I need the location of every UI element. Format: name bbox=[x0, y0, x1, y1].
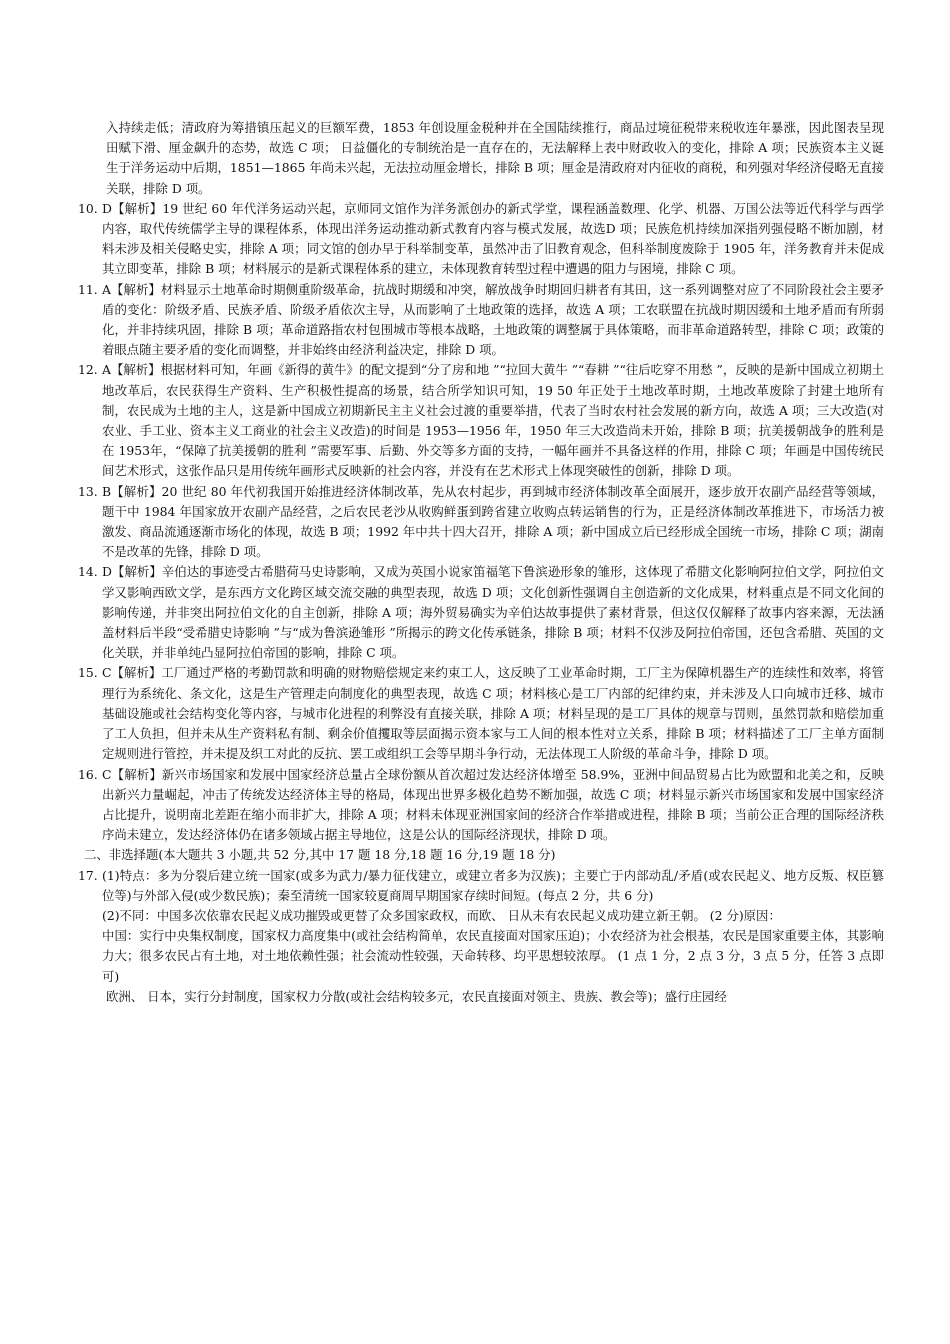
section-heading: 二、非选择题(本大题共 3 小题,共 52 分,其中 17 题 18 分,18 题 16 分,19 题 18 分) bbox=[84, 847, 556, 863]
item-number: 11. bbox=[78, 281, 98, 297]
answer-item-17-china: 中国：实行中央集权制度，国家权力高度集中(或社会结构简单，农民直接面对国家压迫)；小农经济为社会根基，农民是国家重要主体，其影响力大；很多农民占有土地，对土地依赖性强；社会流动性较强，天命转移、均平思想较浓厚。 (1 点 1 分，2 点 3 分，3 点 5 分，任答 3 点即可) bbox=[102, 928, 884, 984]
answer-text: A【解析】根据材料可知，年画《新得的黄牛》的配文提到“分了房和地 ”“拉回大黄牛 ”“春耕 ”“往后吃穿不用愁 ”，反映的是新中国成立初期土地改革后，农民获得生产资料、生产积极性提高的场景，结合所学知识可知，19 50 年正处于土地改革时期，土地改革废除了封建土地所有制，农民成为土地的主人，这是新中国成立初期新民主主义社会过渡的重要举措，代表了当时农村社会发展的新方向，故选 A 项；三大改造(对农业、手工业、资本主义工商业的社会主义改造)的时间是 1953—1956 年，1950 年三大改造尚未开始，排除 B 项；抗美援朝战争的胜利是在 1953年，“保障了抗美援朝的胜利 ”需要军事、后勤、外交等多方面的支持，一幅年画并不具备这样的作用，排除 C 项；年画是中国传统民间艺术形式，这张作品只是用传统年画形式反映新的社会内容，并没有在艺术形式上体现突破性的创新，排除 D 项。 bbox=[102, 362, 884, 479]
answer-item-16 bbox=[78, 765, 884, 846]
answer-item-14 bbox=[78, 562, 884, 663]
item-number: 10. bbox=[78, 200, 98, 216]
answer-text: B【解析】20 世纪 80 年代初我国开始推进经济体制改革，先从农村起步，再到城市经济体制改革全面展开，逐步放开农副产品经营等领域，题干中 1984 年国家放开农副产品经营，之后农民老沙从收购鲜蛋到跨省建立收购点转运销售的行为，正是经济体制改革推进下，市场活力被激发、商品流通逐渐市场化的体现，故选 B 项；1992 年中共十四大召开，排除 A 项；新中国成立后已经形成全国统一市场，排除 C 项；湖南不是改革的先锋，排除 D 项。 bbox=[102, 483, 884, 560]
answer-text: D【解析】19 世纪 60 年代洋务运动兴起，京师同文馆作为洋务派创办的新式学堂，课程涵盖数理、化学、机器、万国公法等近代科学与西学内容，取代传统儒学主导的课程体系，体现出洋务运动推动新式教育内容与模式发展，故选D 项；民族危机持续加深指列强侵略不断加剧，材料未涉及相关侵略史实，排除 A 项；同文馆的创办早于科举制变革，虽然冲击了旧教育观念，但科举制度废除于 1905 年，洋务教育并未促成其立即变革，排除 B 项；材料展示的是新式课程体系的建立，未体现教育转型过程中遭遇的阻力与困境，排除 C 项。 bbox=[102, 200, 884, 277]
answer-item-17-part2: (2)不同：中国多次依靠农民起义成功摧毁或更替了众多国家政权，而欧、 日从未有农民起义成功建立新王朝。 (2 分)原因： bbox=[102, 907, 781, 923]
answer-item-9-continued bbox=[84, 118, 884, 199]
answer-item-13 bbox=[78, 482, 884, 563]
item-number: 12. bbox=[78, 362, 98, 378]
answer-text: D【解析】辛伯达的事迹受古希腊荷马史诗影响，又成为英国小说家笛福笔下鲁滨逊形象的雏形，这体现了希腊文化影响阿拉伯文学，阿拉伯文学又影响西欧文学，是东西方文化跨区域交流交融的典型表现，故选 D 项；文化创新性强调自主创造新的文化成果，材料重点是不同文化间的影响传递，并非突出阿拉伯文化的自主创新，排除 A 项；海外贸易确实为辛伯达故事提供了素材背景，但这仅仅解释了故事内容来源，无法涵盖材料后半段“受希腊史诗影响 ”与“成为鲁滨逊雏形 ”所揭示的跨文化传承链条，排除 B 项；材料不仅涉及阿拉伯帝国，还包含希腊、英国的文化关联，并非单纯凸显阿拉伯帝国的影响，排除 C 项。 bbox=[102, 564, 884, 661]
answer-text: 入持续走低；清政府为筹措镇压起义的巨额军费，1853 年创设厘金税种并在全国陆续推行，商品过境征税带来税收连年暴涨，因此图表呈现田赋下滑、厘金飙升的态势，故选 C 项； 日益僵化的专制统治是一直存在的，无法解释上表中财政收入的变化，排除 A 项；民族资本主义诞生于洋务运动中后期，1851—1865 年尚未兴起，无法拉动厘金增长，排除 B 项；厘金是清政府对内征收的商税，和列强对华经济侵略无直接关联，排除 D 项。 bbox=[106, 120, 884, 196]
item-number: 17. bbox=[78, 867, 98, 883]
answer-text: C【解析】工厂通过严格的考勤罚款和明确的财物赔偿规定来约束工人，这反映了工业革命时期，工厂主为保障机器生产的连续性和效率，将管理行为系统化、条文化，这是生产管理走向制度化的典型表现，故选 C 项；材料核心是工厂内部的纪律约束，并未涉及人口向城市迁移、城市基础设施或社会结构变化等内容，与城市化进程的利弊没有直接关联，排除 A 项；材料呈现的是工厂具体的规章与罚则，虽然罚款和赔偿加重了工人负担，但并未从生产资料私有制、剩余价值攫取等层面揭示资本家与工人间的根本性对立关系，排除 B 项；材料描述了工厂主单方面制定规则进行管控，并未提及织工对此的反抗、罢工或组织工会等早期斗争行动，无法体现工人阶级的革命斗争，排除 D 项。 bbox=[102, 665, 884, 762]
answer-text: C【解析】新兴市场国家和发展中国家经济总量占全球份额从首次超过发达经济体增至 58.9%，亚洲中间品贸易占比为欧盟和北美之和，反映出新兴力量崛起，冲击了传统发达经济体主导的格局，体现出世界多极化趋势不断加强，故选 C 项；材料显示新兴市场国家和发展中国家经济占比提升，说明南北差距在缩小而非扩大，排除 A 项；材料未体现亚洲国家间的经济合作举措或进程，排除 B 项；当前公正合理的国际经济秩序尚未建立，发达经济体仍在诸多领域占据主导地位，这是公认的国际经济现状，排除 D 项。 bbox=[102, 766, 884, 843]
answer-text: (1)特点：多为分裂后建立统一国家(或多为武力/暴力征伐建立，或建立者多为汉族)；主要亡于内部动乱/矛盾(或农民起义、地方反叛、权臣篡位等)与外部入侵(或少数民族)；秦至清统一国家较夏商周早期国家存续时间短。(每点 2 分，共 6 分) bbox=[102, 867, 884, 903]
answer-item-17-part1 bbox=[78, 866, 884, 906]
answer-content bbox=[78, 118, 884, 1007]
answer-item-12 bbox=[78, 360, 884, 481]
item-number: 14. bbox=[78, 564, 98, 580]
answer-item-15 bbox=[78, 663, 884, 764]
answer-item-10 bbox=[78, 199, 884, 280]
answer-item-11 bbox=[78, 280, 884, 361]
item-number: 15. bbox=[78, 665, 98, 681]
item-number: 13. bbox=[78, 483, 98, 499]
item-number: 16. bbox=[78, 766, 98, 782]
answer-text: A【解析】材料显示土地革命时期侧重阶级革命，抗战时期缓和冲突，解放战争时期回归耕者有其田，这一系列调整对应了不同阶段社会主要矛盾的变化：阶级矛盾、民族矛盾、阶级矛盾依次主导，从而影响了土地政策的选择，故选 A 项；工农联盟在抗战时期因缓和土地矛盾而有所弱化，并非持续巩固，排除 B 项；革命道路指农村包围城市等根本战略，土地政策的调整属于具体策略，而非革命道路转型，排除 C 项；政策的着眼点随主要矛盾的变化而调整，并非始终由经济利益决定，排除 D 项。 bbox=[102, 281, 884, 358]
answer-item-17-europe-japan: 欧洲、 日本，实行分封制度，国家权力分散(或社会结构较多元，农民直接面对领主、贵族、教会等)；盛行庄园经 bbox=[106, 988, 727, 1004]
